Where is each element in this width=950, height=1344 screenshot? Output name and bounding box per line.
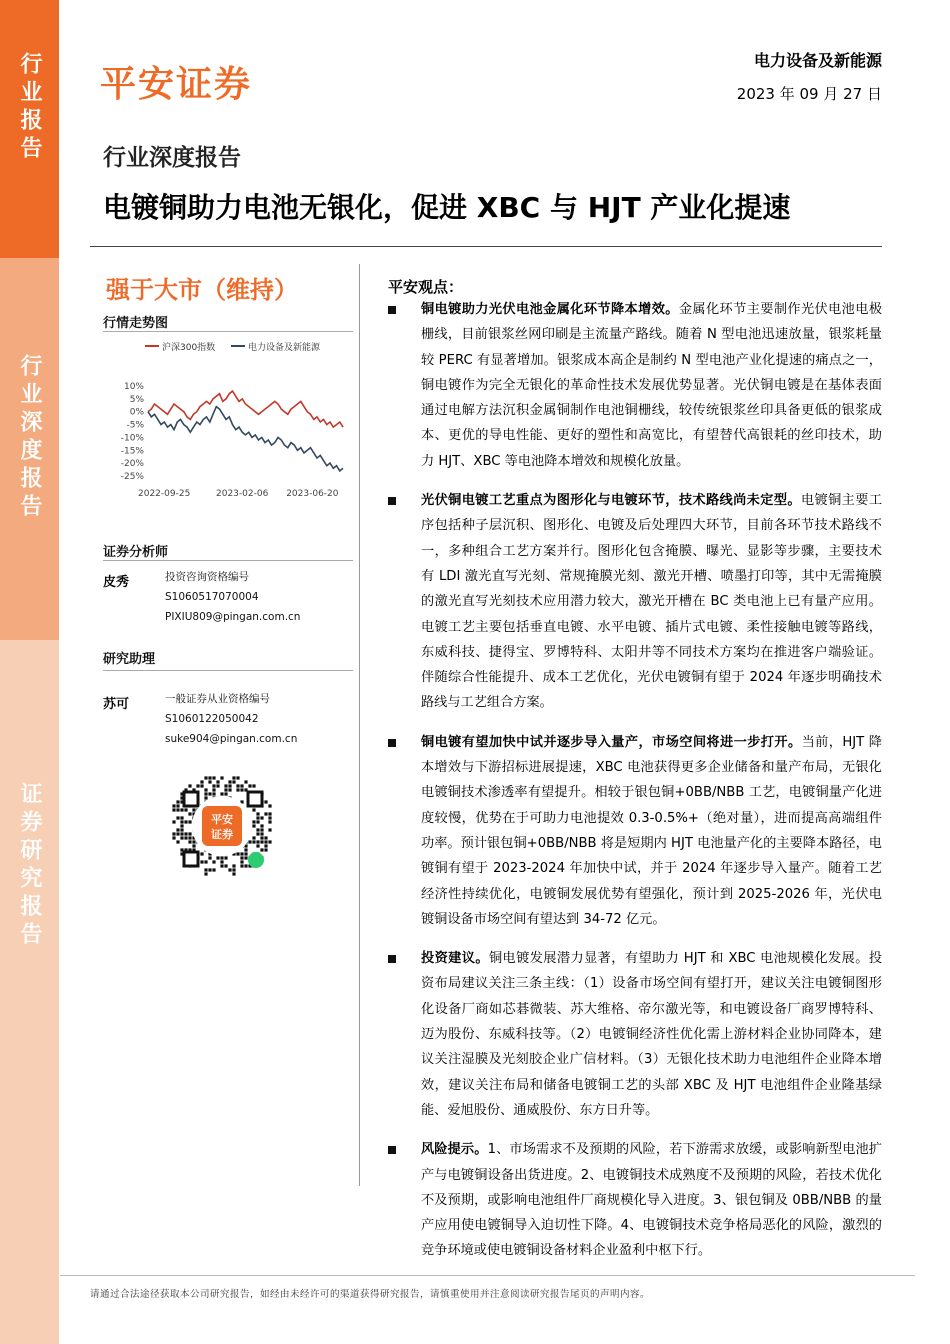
legend-label: 电力设备及新能源	[248, 343, 321, 353]
qr-module	[220, 792, 223, 795]
qr-module	[240, 852, 243, 855]
mini-program-icon	[248, 852, 264, 868]
qr-module	[200, 852, 203, 855]
chart-legend	[145, 341, 321, 353]
section-divider	[103, 331, 353, 332]
qr-module	[172, 820, 175, 823]
qr-module	[256, 816, 259, 819]
qr-module	[208, 780, 211, 783]
viewpoint-body: 金属化环节主要制作光伏电池电极栅线，目前银浆丝网印刷是主流量产路线。随着 N 型电池迅速放量，银浆耗量较 PERC 有显著增加。银浆成本高企是制约 N 型电池产业化提速的痛点之一，铜电镀作为完全无银化的革命性技术发展优势显著。光伏铜电镀是在基体表面通过电解方法沉积金属铜制作电池铜栅线，较传统银浆丝印具备更低的银浆成本、更优的导电性能、更好的塑性和高宽比，有望替代高银耗的丝印技术，助力 HJT、XBC 等电池降本增效和规模化放量。	[421, 302, 883, 469]
qr-module	[208, 792, 211, 795]
qr-module	[244, 848, 247, 851]
qr-module	[224, 792, 227, 795]
qr-badge-text: 证券	[211, 828, 233, 841]
analyst-info	[165, 567, 300, 627]
viewpoint-heading: 平安观点：	[388, 278, 464, 296]
qr-module	[236, 852, 239, 855]
qr-module	[204, 868, 207, 871]
qr-module	[180, 820, 183, 823]
viewpoint-body: 当前，HJT 降本增效与下游招标进展提速，XBC 电池获得更多企业储备和量产布局，无银化电镀铜技术渗透率有望提升。相较于银包铜+0BB/NBB 工艺，电镀铜量产化进度较慢，优势在于可助力电池提效 0.3-0.5%+（绝对量），进而提高高端组件功率。预计银包铜+0BB/NBB 将是短期内 HJT 电池量产化的主要降本路径，电镀铜有望于 2023-2024 年加快中试，并于 2024 年逐步导入量产。随着工艺经济性持续优化，电镀铜发展优势有望强化，预计到 2025-2026 年，光伏电镀铜设备市场空间有望达到 34-72 亿元。	[421, 734, 882, 927]
qr-module	[184, 808, 187, 811]
qr-module	[176, 800, 179, 803]
qr-module	[232, 872, 235, 875]
qr-module	[192, 808, 195, 811]
x-tick-label: 2022-09-25	[138, 489, 191, 499]
qr-module	[176, 832, 179, 835]
qr-module	[264, 848, 267, 851]
section-divider	[103, 670, 353, 671]
qr-module	[268, 840, 271, 843]
qr-module	[244, 780, 247, 783]
qr-module	[252, 824, 255, 827]
assistant-name: 苏可	[103, 697, 130, 712]
viewpoint-lead: 铜电镀助力光伏电池金属化环节降本增效。	[421, 302, 679, 317]
qr-finder	[184, 792, 198, 806]
qr-module	[208, 776, 211, 779]
qr-module	[260, 828, 263, 831]
qr-module	[252, 808, 255, 811]
report-type: 行业深度报告	[103, 145, 241, 171]
viewpoint-lead: 风险提示。	[421, 1142, 488, 1158]
x-tick-label: 2023-02-06	[216, 489, 269, 499]
qr-module	[172, 836, 175, 839]
qr-module	[268, 828, 271, 831]
qr-module	[224, 864, 227, 867]
qr-module	[172, 832, 175, 835]
qr-module	[180, 832, 183, 835]
viewpoint-body: 电镀铜主要工序包括种子层沉积、图形化、电镀及后处理四大环节，目前各环节技术路线不一，多种组合工艺方案并行。图形化包含掩膜、曝光、显影等步骤，主要技术有 LDI 激光直写光刻、常规掩膜光刻、激光开槽、喷墨打印等，其中无需掩膜的激光直写光刻技术应用潜力较大，激光开槽在 BC 类电池上已有量产应用。电镀工艺主要包括垂直电镀、水平电镀、插片式电镀、柔性接触电镀等路线，东威科技、捷得宝、罗博特科、太阳井等不同技术方案均在推进客户端验证。伴随综合性能提升、成本工艺优化，光伏电镀铜有望于 2024 年逐步明确技术路线与工艺组合方案。	[421, 493, 883, 711]
company-logo: 平安证券	[100, 64, 253, 105]
qr-module	[256, 812, 259, 815]
qr-module	[212, 784, 215, 787]
qr-module	[180, 828, 183, 831]
qr-module	[236, 776, 239, 779]
qr-module	[184, 820, 187, 823]
qr-module	[260, 824, 263, 827]
x-axis	[138, 489, 339, 499]
qr-module	[200, 860, 203, 863]
qr-module	[252, 836, 255, 839]
qr-module	[260, 848, 263, 851]
qr-module	[268, 820, 271, 823]
qr-module	[232, 776, 235, 779]
qr-module	[208, 868, 211, 871]
header-divider	[90, 246, 882, 247]
qr-module	[204, 796, 207, 799]
sidebar-label: 行业深度报告	[17, 354, 42, 522]
viewpoint-body: 铜电镀发展潜力显著，有望助力 HJT 和 XBC 电池规模化发展。投资布局建议关注三条主线：（1）设备市场空间有望打开，建议关注电镀铜图形化设备厂商如芯碁微装、苏大维格、帝尔激光等，和电镀设备厂商罗博特科、迈为股份、东威科技等。（2）电镀铜经济性优化需上游材料企业协同降本，建议关注湿膜及光刻胶企业广信材料。（3）无银化技术助力电池组件企业降本增效，建议关注布局和储备电镀铜工艺的头部 XBC 及 HJT 电池组件企业隆基绿能、爱旭股份、通威股份、东方日升等。	[421, 951, 883, 1118]
qr-module	[240, 784, 243, 787]
qr-module	[204, 792, 207, 795]
qr-module	[204, 860, 207, 863]
bullet-icon	[388, 1146, 396, 1154]
qr-module	[260, 816, 263, 819]
industry-category: 电力设备及新能源	[753, 51, 882, 70]
qr-module	[188, 836, 191, 839]
qr-module	[212, 788, 215, 791]
qr-module	[244, 864, 247, 867]
qr-module	[184, 836, 187, 839]
qr-module	[188, 832, 191, 835]
qr-module	[224, 856, 227, 859]
qr-module	[224, 788, 227, 791]
qr-module	[188, 820, 191, 823]
qr-module	[188, 840, 191, 843]
qr-module	[240, 860, 243, 863]
qr-module	[212, 868, 215, 871]
qr-module	[240, 788, 243, 791]
x-tick-label: 2023-06-20	[286, 489, 339, 499]
qr-module	[252, 820, 255, 823]
viewpoint-item	[386, 297, 882, 474]
qr-code[interactable]	[166, 770, 278, 882]
qr-module	[264, 840, 267, 843]
qr-module	[172, 808, 175, 811]
qr-module	[204, 788, 207, 791]
y-tick-label: 10%	[123, 382, 144, 392]
sidebar-segment-securities-research	[0, 640, 59, 1344]
qr-module	[248, 784, 251, 787]
qr-module	[180, 836, 183, 839]
qr-module	[264, 800, 267, 803]
y-tick-label: 0%	[129, 407, 144, 418]
qr-module	[188, 812, 191, 815]
qr-module	[204, 776, 207, 779]
plot-area	[148, 391, 343, 471]
analyst-name: 皮秀	[103, 575, 130, 590]
qr-module	[216, 780, 219, 783]
qr-module	[268, 816, 271, 819]
qr-module	[264, 844, 267, 847]
qr-module	[212, 860, 215, 863]
qr-module	[264, 836, 267, 839]
qr-module	[256, 828, 259, 831]
y-tick-label: -5%	[126, 420, 144, 431]
qr-module	[244, 856, 247, 859]
market-trend-chart	[103, 336, 353, 506]
y-tick-label: -25%	[120, 472, 144, 482]
assistant-section-label: 研究助理	[103, 652, 156, 667]
viewpoint-lead: 投资建议。	[421, 951, 489, 967]
viewpoints-list	[386, 297, 882, 1278]
y-tick-label: 5%	[129, 394, 144, 405]
assistant-cert-label: 一般证券从业资格编号	[165, 693, 270, 705]
qr-module	[224, 784, 227, 787]
sidebar-segment-industry-report	[0, 0, 59, 258]
qr-module	[260, 840, 263, 843]
qr-module	[232, 868, 235, 871]
qr-module	[184, 832, 187, 835]
qr-module	[228, 868, 231, 871]
qr-module	[236, 784, 239, 787]
qr-module	[212, 792, 215, 795]
qr-module	[176, 808, 179, 811]
qr-module	[244, 852, 247, 855]
series-line	[148, 407, 343, 471]
column-divider	[359, 264, 360, 1186]
qr-module	[252, 840, 255, 843]
rating: 强于大市（维持）	[106, 276, 298, 304]
chart-section-label: 行情走势图	[103, 316, 169, 331]
qr-module	[260, 832, 263, 835]
viewpoint-item	[386, 730, 882, 932]
qr-module	[232, 780, 235, 783]
qr-module	[212, 776, 215, 779]
viewpoint-lead: 铜电镀有望加快中试并逐步导入量产，市场空间将进一步打开。	[421, 734, 802, 750]
qr-module	[208, 856, 211, 859]
bullet-icon	[388, 306, 396, 314]
qr-module	[200, 780, 203, 783]
qr-module	[252, 784, 255, 787]
qr-module	[172, 804, 175, 807]
qr-module	[176, 804, 179, 807]
sidebar-label: 行业报告	[17, 52, 42, 164]
qr-module	[256, 832, 259, 835]
viewpoint-item	[386, 488, 882, 716]
footer-disclaimer: 请通过合法途径获取本公司研究报告，如经由未经许可的渠道获得研究报告，请慎重使用并注意阅读研究报告尾页的声明内容。	[90, 1289, 651, 1300]
footer-divider	[60, 1275, 915, 1276]
viewpoint-lead: 光伏铜电镀工艺重点为图形化与电镀环节，技术路线尚未定型。	[421, 493, 801, 509]
y-tick-label: -20%	[120, 459, 144, 470]
qr-module	[204, 872, 207, 875]
qr-module	[240, 864, 243, 867]
y-tick-label: -10%	[120, 433, 144, 444]
qr-module	[256, 820, 259, 823]
analyst-cert-label: 投资咨询资格编号	[165, 571, 249, 583]
qr-module	[216, 784, 219, 787]
qr-module	[180, 824, 183, 827]
viewpoint-item	[386, 1137, 882, 1263]
qr-module	[220, 776, 223, 779]
qr-module	[268, 812, 271, 815]
qr-module	[220, 856, 223, 859]
report-date: 2023 年 09 月 27 日	[736, 85, 882, 103]
qr-module	[176, 816, 179, 819]
viewpoint-item	[386, 946, 882, 1123]
section-divider	[103, 560, 353, 561]
qr-module	[176, 840, 179, 843]
qr-module	[268, 804, 271, 807]
qr-module	[228, 780, 231, 783]
assistant-cert-number: S1060122050042	[165, 713, 259, 725]
report-title: 电镀铜助力电池无银化，促进 XBC 与 HJT 产业化提速	[103, 191, 791, 224]
viewpoint-body: 1、市场需求不及预期的风险，若下游需求放缓，或影响新型电池扩产与电镀铜设备出货进度。2、电镀铜技术成熟度不及预期的风险，若技术优化不及预期，或影响电池组件厂商规模化导入进度。3、银包铜及 0BB/NBB 的量产应用使电镀铜导入迫切性下降。4、电镀铜技术竞争格局恶化的风险，激烈的竞争环境或使电镀铜设备材料企业盈利中枢下行。	[421, 1142, 882, 1259]
qr-badge-text: 平安	[211, 813, 233, 826]
qr-module	[216, 856, 219, 859]
qr-module	[192, 840, 195, 843]
analyst-cert-number: S1060517070004	[165, 591, 259, 603]
qr-module	[188, 784, 191, 787]
qr-finder	[184, 852, 198, 866]
sidebar-segment-deep-report	[0, 258, 59, 640]
qr-module	[256, 840, 259, 843]
assistant-info	[165, 689, 297, 749]
qr-module	[196, 784, 199, 787]
qr-module	[220, 860, 223, 863]
qr-module	[200, 784, 203, 787]
qr-module	[220, 864, 223, 867]
qr-module	[228, 784, 231, 787]
qr-module	[256, 844, 259, 847]
legend-label: 沪深300指数	[162, 343, 216, 353]
qr-finder	[248, 792, 262, 806]
bullet-icon	[388, 739, 396, 747]
qr-module	[176, 828, 179, 831]
y-tick-label: -15%	[120, 446, 144, 457]
qr-module	[240, 856, 243, 859]
sidebar	[0, 0, 59, 1344]
qr-module	[180, 808, 183, 811]
qr-module	[260, 836, 263, 839]
qr-module	[232, 864, 235, 867]
y-axis	[121, 382, 145, 482]
assistant-email: suke904@pingan.com.cn	[165, 733, 298, 745]
analyst-section-label: 证券分析师	[103, 545, 169, 560]
qr-module	[228, 788, 231, 791]
qr-module	[248, 840, 251, 843]
bullet-icon	[388, 955, 396, 963]
qr-module	[180, 816, 183, 819]
analyst-email: PIXIU809@pingan.com.cn	[165, 611, 301, 623]
qr-module	[236, 788, 239, 791]
qr-module	[192, 844, 195, 847]
qr-module	[264, 812, 267, 815]
sidebar-label: 证券研究报告	[17, 782, 42, 950]
bullet-icon	[388, 497, 396, 505]
